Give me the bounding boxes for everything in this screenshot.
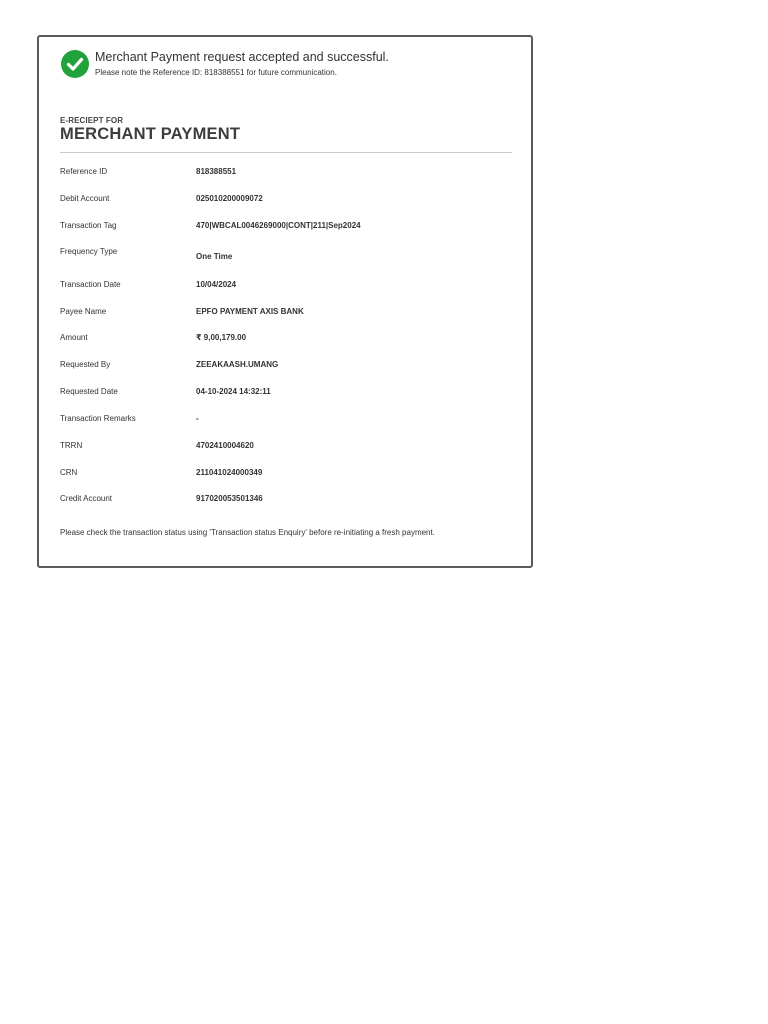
- detail-row-crn: [60, 468, 512, 482]
- detail-value: 10/04/2024: [196, 280, 237, 289]
- detail-row-transaction-remarks: [60, 414, 512, 428]
- detail-label: Transaction Tag: [60, 221, 117, 230]
- status-enquiry-note: Please check the transaction status using 'Transaction status Enquiry' before re-initiating a fresh payment.: [60, 528, 435, 537]
- banner-title: Merchant Payment request accepted and successful.: [95, 50, 389, 64]
- detail-value: One Time: [196, 252, 233, 261]
- detail-label: Reference ID: [60, 167, 108, 176]
- detail-row-requested-by: [60, 360, 512, 374]
- check-circle-icon: [61, 50, 89, 78]
- detail-value: 025010200009072: [196, 194, 263, 203]
- detail-row-amount: [60, 333, 512, 347]
- detail-value: ZEEAKAASH.UMANG: [196, 360, 279, 369]
- detail-row-requested-date: [60, 387, 512, 401]
- detail-row-transaction-date: [60, 280, 512, 294]
- detail-row-payee-name: [60, 307, 512, 321]
- detail-label: Amount: [60, 333, 88, 342]
- detail-label: Transaction Date: [60, 280, 121, 289]
- receipt-caption: E-RECIEPT FOR: [60, 116, 124, 125]
- banner-reference-note: Please note the Reference ID: 818388551 for future communication.: [95, 68, 337, 77]
- detail-row-reference-id: [60, 167, 512, 181]
- detail-row-credit-account: [60, 494, 512, 508]
- detail-value: 04-10-2024 14:32:11: [196, 387, 271, 396]
- detail-label: CRN: [60, 468, 78, 477]
- title-divider: [60, 152, 512, 153]
- detail-label: Frequency Type: [60, 247, 118, 256]
- detail-label: Requested Date: [60, 387, 118, 396]
- detail-row-debit-account: [60, 194, 512, 208]
- detail-value: EPFO PAYMENT AXIS BANK: [196, 307, 304, 316]
- detail-label: Requested By: [60, 360, 111, 369]
- detail-label: Payee Name: [60, 307, 107, 316]
- detail-value: 917020053501346: [196, 494, 263, 503]
- receipt-title: MERCHANT PAYMENT: [60, 125, 241, 143]
- detail-value: 211041024000349: [196, 468, 263, 477]
- detail-value: ₹ 9,00,179.00: [196, 333, 247, 342]
- detail-label: Credit Account: [60, 494, 113, 503]
- detail-value: 4702410004620: [196, 441, 254, 450]
- detail-row-trrn: [60, 441, 512, 455]
- detail-row-frequency-type: [60, 247, 512, 261]
- detail-label: Debit Account: [60, 194, 110, 203]
- detail-value: -: [196, 414, 199, 423]
- receipt-card: [37, 35, 533, 568]
- detail-value: 470|WBCAL0046269000|CONT|211|Sep2024: [196, 221, 361, 230]
- detail-row-transaction-tag: [60, 221, 512, 235]
- detail-label: Transaction Remarks: [60, 414, 136, 423]
- detail-label: TRRN: [60, 441, 83, 450]
- success-banner: [59, 49, 511, 81]
- detail-value: 818388551: [196, 167, 237, 176]
